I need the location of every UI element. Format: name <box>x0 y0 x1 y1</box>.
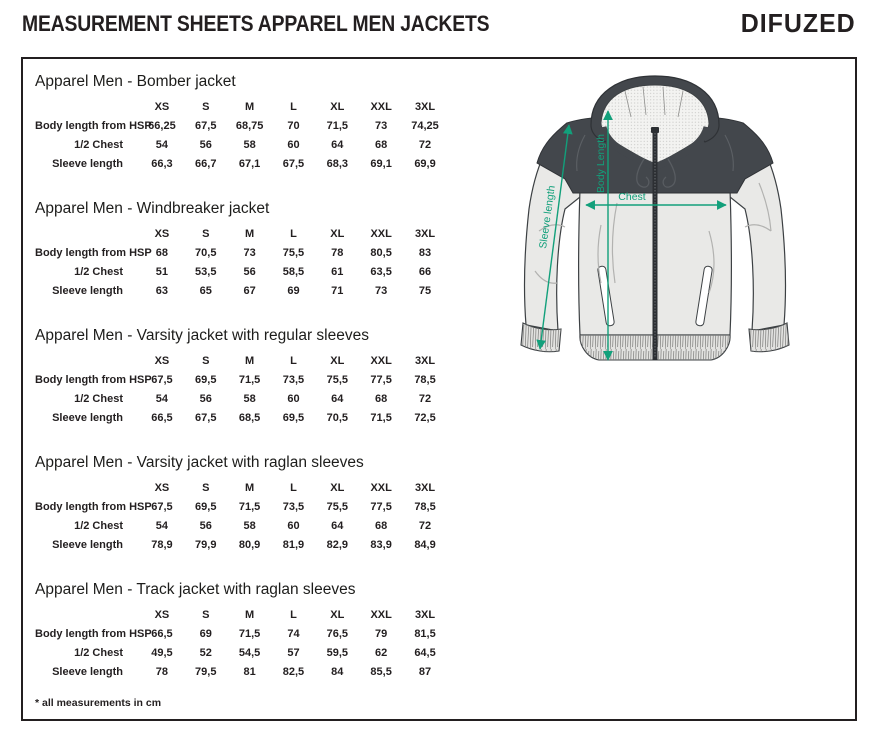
measurement-value: 58,5 <box>282 266 305 278</box>
measurement-value: 70,5 <box>195 247 217 259</box>
size-header: M <box>245 228 255 240</box>
measurement-value: 70,5 <box>326 412 348 424</box>
measurement-value: 61 <box>331 266 344 278</box>
row-label: 1/2 Chest <box>74 647 123 659</box>
size-table <box>35 98 447 174</box>
table-title: Apparel Men - Varsity jacket with raglan sleeves <box>35 454 364 471</box>
measurement-value: 69,5 <box>282 412 305 424</box>
size-header: M <box>245 609 255 621</box>
measurement-value: 69,5 <box>195 501 217 513</box>
jacket-diagram <box>505 63 805 371</box>
measurement-table <box>35 454 455 555</box>
measurement-value: 71,5 <box>238 374 261 386</box>
measurement-value: 51 <box>155 266 169 278</box>
body-length-label: Body Length <box>595 134 607 193</box>
measurement-row <box>35 536 447 555</box>
measurement-value: 79,9 <box>195 539 217 551</box>
size-table <box>35 606 447 682</box>
measurement-value: 82,9 <box>326 539 348 551</box>
row-label: Body length from HSP <box>35 628 152 640</box>
size-header: S <box>202 355 210 367</box>
size-header: XXL <box>370 228 392 240</box>
measurement-row <box>35 409 447 428</box>
size-table <box>35 225 447 301</box>
difuzed-logo: DIFUZED <box>741 8 856 38</box>
measurement-value: 58 <box>243 393 256 405</box>
measurement-value: 67 <box>243 285 256 297</box>
row-label: 1/2 Chest <box>74 139 123 151</box>
measurement-value: 71,5 <box>238 628 261 640</box>
measurement-value: 49,5 <box>151 647 173 659</box>
measurement-value: 80,5 <box>370 247 392 259</box>
size-header: L <box>290 482 297 494</box>
measurement-value: 72 <box>418 393 432 405</box>
measurement-table <box>35 73 455 174</box>
measurement-row <box>35 644 447 663</box>
measurement-value: 63,5 <box>370 266 392 278</box>
measurement-value: 78,9 <box>151 539 173 551</box>
measurement-value: 82,5 <box>282 666 305 678</box>
measurement-value: 66,3 <box>151 158 173 170</box>
measurement-row <box>35 155 447 174</box>
measurement-value: 77,5 <box>370 501 392 513</box>
measurement-value: 75 <box>418 285 432 297</box>
measurement-value: 71,5 <box>370 412 392 424</box>
row-label: Sleeve length <box>52 412 123 424</box>
size-header: M <box>245 482 255 494</box>
chest-label: Chest <box>618 191 646 203</box>
size-header-row <box>35 352 447 371</box>
measurement-value: 63 <box>155 285 169 297</box>
measurement-table <box>35 200 455 301</box>
measurement-value: 52 <box>199 647 212 659</box>
measurement-value: 54,5 <box>238 647 261 659</box>
measurement-value: 72 <box>418 520 432 532</box>
measurement-value: 72 <box>418 139 432 151</box>
measurement-sheet <box>21 57 857 721</box>
measurement-value: 68 <box>155 247 169 259</box>
measurement-table <box>35 327 455 428</box>
measurement-value: 62 <box>375 647 388 659</box>
row-label: 1/2 Chest <box>74 520 123 532</box>
measurement-value: 73 <box>375 120 388 132</box>
measurement-value: 75,5 <box>326 374 348 386</box>
measurement-row <box>35 663 447 682</box>
measurement-value: 67,5 <box>151 374 173 386</box>
measurement-value: 69,9 <box>414 158 436 170</box>
measurement-row <box>35 517 447 536</box>
size-header: M <box>245 101 255 113</box>
row-label: Sleeve length <box>52 158 123 170</box>
size-header: XXL <box>370 609 392 621</box>
measurement-value: 56 <box>199 139 212 151</box>
measurement-value: 73,5 <box>282 501 305 513</box>
measurement-value: 81,9 <box>282 539 305 551</box>
measurement-value: 76,5 <box>326 628 348 640</box>
row-label-spacer <box>35 479 140 498</box>
size-header: XS <box>154 228 170 240</box>
size-header: XL <box>330 482 345 494</box>
size-header: M <box>245 355 255 367</box>
size-header: S <box>202 482 210 494</box>
measurement-value: 68 <box>375 520 388 532</box>
row-label-spacer <box>35 98 140 117</box>
size-header: S <box>202 101 210 113</box>
size-header: XS <box>154 482 170 494</box>
measurement-value: 81,5 <box>414 628 436 640</box>
measurement-value: 83,9 <box>370 539 392 551</box>
measurement-value: 64 <box>331 393 344 405</box>
measurement-value: 67,1 <box>238 158 261 170</box>
size-header: L <box>290 101 297 113</box>
footnote: * all measurements in cm <box>35 697 162 709</box>
measurement-value: 80,9 <box>238 539 261 551</box>
row-label: 1/2 Chest <box>74 266 123 278</box>
measurement-row <box>35 282 447 301</box>
measurement-row <box>35 390 447 409</box>
measurement-value: 85,5 <box>370 666 392 678</box>
size-header: L <box>290 355 297 367</box>
row-label: Body length from HSP <box>35 501 152 513</box>
measurement-row <box>35 625 447 644</box>
measurement-value: 71,5 <box>238 501 261 513</box>
measurement-value: 66,25 <box>148 120 176 132</box>
page-header <box>0 0 873 57</box>
size-header: XXL <box>370 101 392 113</box>
measurement-value: 56 <box>199 520 212 532</box>
measurement-value: 54 <box>155 393 169 405</box>
measurement-value: 68 <box>375 139 388 151</box>
measurement-value: 71,5 <box>326 120 348 132</box>
measurement-value: 54 <box>155 139 169 151</box>
size-header-row <box>35 98 447 117</box>
size-header: S <box>202 228 210 240</box>
measurement-row <box>35 498 447 517</box>
measurement-value: 79,5 <box>195 666 217 678</box>
measurement-value: 67,5 <box>151 501 173 513</box>
size-header-row <box>35 606 447 625</box>
size-header-row <box>35 225 447 244</box>
measurement-value: 53,5 <box>195 266 217 278</box>
measurement-value: 67,5 <box>195 412 217 424</box>
size-header: 3XL <box>414 355 436 367</box>
measurement-value: 56 <box>199 393 212 405</box>
measurement-value: 58 <box>243 139 256 151</box>
size-header: 3XL <box>414 101 436 113</box>
measurement-value: 83 <box>418 247 432 259</box>
table-title: Apparel Men - Bomber jacket <box>35 73 236 90</box>
measurement-value: 78 <box>331 247 344 259</box>
measurement-value: 75,5 <box>282 247 305 259</box>
measurement-value: 68 <box>375 393 388 405</box>
measurement-row <box>35 117 447 136</box>
table-title: Apparel Men - Varsity jacket with regular sleeves <box>35 327 369 344</box>
measurement-row <box>35 263 447 282</box>
size-table <box>35 352 447 428</box>
size-header-row <box>35 479 447 498</box>
size-header: XS <box>154 355 170 367</box>
measurement-value: 66,5 <box>151 628 173 640</box>
size-header: XXL <box>370 355 392 367</box>
row-label: Sleeve length <box>52 285 123 297</box>
measurement-value: 87 <box>418 666 432 678</box>
size-header: XL <box>330 101 345 113</box>
measurement-value: 64 <box>331 520 344 532</box>
measurement-value: 72,5 <box>414 412 436 424</box>
size-header: S <box>202 609 210 621</box>
row-label: Body length from HSP <box>35 374 152 386</box>
measurement-row <box>35 136 447 155</box>
size-header: XS <box>154 101 170 113</box>
size-header: L <box>290 609 297 621</box>
measurement-value: 69 <box>287 285 300 297</box>
measurement-row <box>35 371 447 390</box>
size-header: XS <box>154 609 170 621</box>
measurement-value: 84,9 <box>414 539 436 551</box>
measurement-value: 79 <box>375 628 388 640</box>
measurement-value: 73 <box>375 285 388 297</box>
measurement-value: 66,5 <box>151 412 173 424</box>
size-header: 3XL <box>414 228 436 240</box>
measurement-value: 69 <box>199 628 212 640</box>
measurement-value: 66 <box>418 266 432 278</box>
measurement-value: 64,5 <box>414 647 436 659</box>
measurement-value: 75,5 <box>326 501 348 513</box>
measurement-value: 78 <box>155 666 169 678</box>
table-title: Apparel Men - Track jacket with raglan sleeves <box>35 581 356 598</box>
measurement-value: 77,5 <box>370 374 392 386</box>
measurement-value: 70 <box>287 120 300 132</box>
size-header: XL <box>330 355 345 367</box>
measurement-value: 84 <box>331 666 344 678</box>
size-header: XXL <box>370 482 392 494</box>
measurement-value: 67,5 <box>282 158 305 170</box>
measurement-value: 60 <box>287 139 300 151</box>
row-label: Sleeve length <box>52 666 123 678</box>
row-label-spacer <box>35 352 140 371</box>
measurement-value: 67,5 <box>195 120 217 132</box>
measurement-value: 65 <box>199 285 212 297</box>
measurement-table <box>35 581 455 682</box>
measurement-value: 69,5 <box>195 374 217 386</box>
measurement-value: 64 <box>331 139 344 151</box>
tables <box>35 73 455 708</box>
measurement-value: 69,1 <box>370 158 392 170</box>
measurement-value: 59,5 <box>326 647 348 659</box>
size-header: L <box>290 228 297 240</box>
row-label: 1/2 Chest <box>74 393 123 405</box>
measurement-value: 68,3 <box>326 158 348 170</box>
measurement-value: 78,5 <box>414 501 436 513</box>
measurement-value: 58 <box>243 520 256 532</box>
row-label: Body length from HSP <box>35 247 152 259</box>
measurement-value: 73,5 <box>282 374 305 386</box>
measurement-value: 57 <box>287 647 300 659</box>
row-label: Body length from HSP <box>35 120 152 132</box>
measurement-value: 66,7 <box>195 158 217 170</box>
size-header: XL <box>330 228 345 240</box>
size-header: 3XL <box>414 609 436 621</box>
row-label-spacer <box>35 225 140 244</box>
sleeve-length-label: Sleeve length <box>537 184 558 250</box>
measurement-value: 73 <box>243 247 256 259</box>
measurement-value: 81 <box>243 666 256 678</box>
size-table <box>35 479 447 555</box>
row-label-spacer <box>35 606 140 625</box>
measurement-value: 74 <box>287 628 300 640</box>
measurement-value: 60 <box>287 520 300 532</box>
size-header: XL <box>330 609 345 621</box>
measurement-value: 71 <box>331 285 344 297</box>
measurement-value: 68,75 <box>235 120 264 132</box>
table-title: Apparel Men - Windbreaker jacket <box>35 200 270 217</box>
measurement-value: 74,25 <box>411 120 439 132</box>
measurement-value: 78,5 <box>414 374 436 386</box>
measurement-value: 54 <box>155 520 169 532</box>
measurement-row <box>35 244 447 263</box>
measurement-value: 56 <box>243 266 256 278</box>
page-title: MEASUREMENT SHEETS APPAREL MEN JACKETS <box>22 11 490 36</box>
measurement-value: 68,5 <box>238 412 261 424</box>
measurement-value: 60 <box>287 393 300 405</box>
size-header: 3XL <box>414 482 436 494</box>
row-label: Sleeve length <box>52 539 123 551</box>
